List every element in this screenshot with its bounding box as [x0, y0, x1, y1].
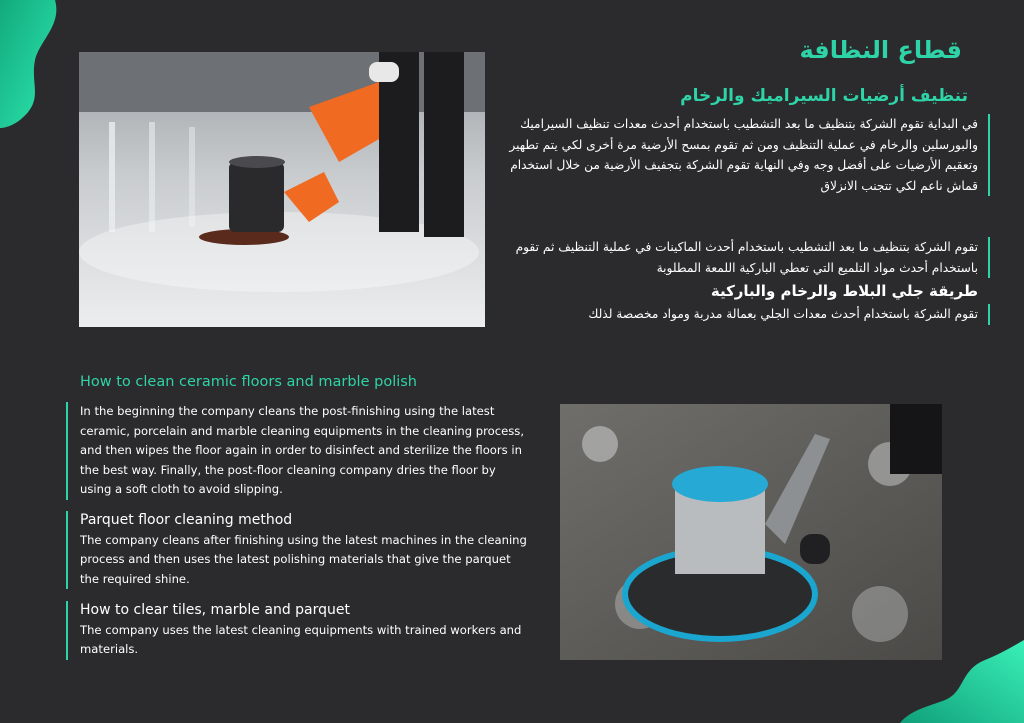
- english-paragraph-1: In the beginning the company cleans the post-finishing using the latest ceramic, porcelain and marble cleaning equipments in the cleaning process, and then wipes the floor again in order to disinfect and sterilize the floors in the best way. Finally, the post-floor cleaning company dries the floor by using a soft cloth to avoid slipping.: [66, 402, 530, 500]
- arabic-paragraph-3: تقوم الشركة باستخدام أحدث معدات الجلي بعمالة مدربة ومواد مخصصة لذلك: [508, 304, 990, 325]
- english-heading-3: How to clear tiles, marble and parquet: [80, 602, 350, 618]
- arabic-section-subtitle: تنظيف أرضيات السيراميك والرخام: [680, 86, 968, 106]
- arabic-paragraph-1: في البداية تقوم الشركة بتنظيف ما بعد التشطيب باستخدام أحدث معدات تنظيف السيراميك والبورسلين والرخام في عملية التنظيف ومن ثم تقوم بمسح الأرضية مرة أخرى لكي يتم تطهير وتعقيم الأرضيات على أفضل وجه وفي النهاية تقوم الشركة بتجفيف الأرضية من خلال استخدام قماش ناعم لكي تتجنب الانزلاق: [508, 114, 990, 196]
- english-paragraph-2: The company cleans after finishing using the latest machines in the cleaning process and then uses the latest polishing materials that give the parquet the required shine.: [80, 532, 527, 586]
- foam-scrubber-photo: [560, 404, 942, 660]
- arabic-paragraph-2: تقوم الشركة بتنظيف ما بعد التشطيب باستخدام أحدث الماكينات في عملية التنظيف ثم تقوم باستخدام أحدث مواد التلميع التي تعطي الباركية اللمعة المطلوبة: [508, 237, 990, 278]
- english-heading-2: Parquet floor cleaning method: [80, 512, 293, 528]
- arabic-page-title: قطاع النظافة: [799, 36, 962, 64]
- arabic-heading-2: طريقة جلي البلاط والرخام والباركية: [710, 282, 978, 300]
- floor-polisher-photo: [79, 52, 485, 327]
- english-paragraph-3: The company uses the latest cleaning equipments with trained workers and materials.: [80, 622, 522, 657]
- english-block-2: [66, 511, 530, 589]
- english-block-3: [66, 601, 530, 660]
- top-left-decorative-blob: [0, 0, 70, 130]
- english-section-title: How to clean ceramic floors and marble polish: [80, 374, 417, 390]
